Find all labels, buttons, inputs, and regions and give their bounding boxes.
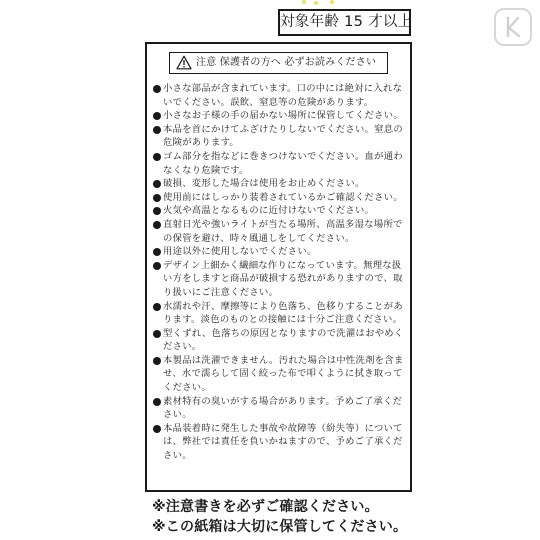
caution-item-text: 本製品は洗濯できません。汚れた場合は中性洗剤を含ませ、水で濡らして固く絞った布で叩くように拭き取ってください。 — [163, 354, 404, 394]
caution-list — [153, 82, 408, 463]
bullet-icon — [153, 180, 161, 188]
caution-item-text: 型くずれ、色落ちの原因となりますので洗濯はおやめください。 — [163, 327, 404, 353]
bullet-icon — [153, 262, 161, 270]
bullet-icon — [153, 425, 161, 433]
caution-item — [153, 395, 408, 422]
caution-item — [153, 327, 408, 354]
caution-item-text: 本品装着時に発生した事故や故障等（紛失等）については、弊社では責任を負いかねますので、予めご了承ください。 — [163, 422, 403, 462]
bullet-icon — [153, 112, 161, 120]
caution-item-text: 小さなお子様の手の届かない場所に保管してください。 — [163, 110, 403, 122]
caution-item-text: 素材特有の臭いがする場合があります。予めご了承ください。 — [163, 395, 403, 421]
caution-item-text: 直射日光や強いライトが当たる場所、高温多湿な場所での保管を避け、時々風通しをしてください。 — [163, 218, 403, 244]
caution-item — [153, 123, 408, 150]
caution-item — [153, 191, 408, 205]
bullet-icon — [153, 303, 161, 311]
footer-note-confirm: ※注意書きを必ずご確認ください。 — [152, 499, 379, 515]
bullet-icon — [153, 194, 161, 202]
notice-header — [169, 52, 388, 74]
caution-item-text: 火気や高温となるものに近付けないでください。 — [163, 205, 375, 217]
caution-item — [153, 422, 408, 463]
caution-item — [153, 109, 408, 123]
caution-notice-box — [145, 42, 412, 492]
caution-item — [153, 259, 408, 300]
caution-item — [153, 177, 408, 191]
caution-item — [153, 300, 408, 327]
footer-note-keep-box: ※この紙箱は大切に保管してください。 — [152, 519, 408, 535]
caution-item-text: 小さな部品が含まれています。口の中には絶対に入れないでください。誤飲、窒息等の危険があります。 — [163, 83, 403, 108]
caution-item — [153, 82, 408, 109]
caution-item-text: 破損、変形した場合は使用をお止めください。 — [163, 178, 365, 190]
k-logo-icon — [494, 8, 532, 46]
caution-item-text: 本品を首にかけてふざけたりしないでください。窒息の危険があります。 — [163, 123, 403, 149]
decorative-dots — [300, 0, 340, 6]
caution-item-text: ゴム部分を指などに巻きつけないでください。血が通わなくなり危険です。 — [163, 150, 403, 176]
bullet-icon — [153, 85, 161, 93]
caution-item — [153, 245, 408, 259]
bullet-icon — [153, 330, 161, 338]
caution-item-text: 使用前にはしっかり装着されているかご確認ください。 — [163, 191, 403, 203]
bullet-icon — [153, 357, 161, 365]
caution-item — [153, 204, 408, 218]
bullet-icon — [153, 248, 161, 256]
caution-item-text: 用途以外に使用しないでください。 — [163, 246, 317, 258]
caution-item-text: 水濡れや汗、摩擦等により色落ち、色移りすることがあります。淡色のものとの接触には十分ご注意ください。 — [163, 300, 403, 326]
caution-item — [153, 150, 408, 177]
caution-item — [153, 354, 408, 395]
warning-triangle-icon — [176, 55, 192, 70]
bullet-icon — [153, 207, 161, 215]
bullet-icon — [153, 126, 161, 134]
notice-header-text: 注意 保護者の方へ 必ずお読みください — [196, 57, 377, 68]
age-rating-label: 対象年齢 15 才以上 — [278, 9, 411, 36]
bullet-icon — [153, 221, 161, 229]
caution-item — [153, 218, 408, 245]
caution-item-text: デザイン上細かく繊細な作りになっています。無理な扱い方をしますと商品が破損する恐れがありますので、取り扱いにご注意ください。 — [163, 259, 403, 298]
bullet-icon — [153, 153, 161, 161]
bullet-icon — [153, 398, 161, 406]
